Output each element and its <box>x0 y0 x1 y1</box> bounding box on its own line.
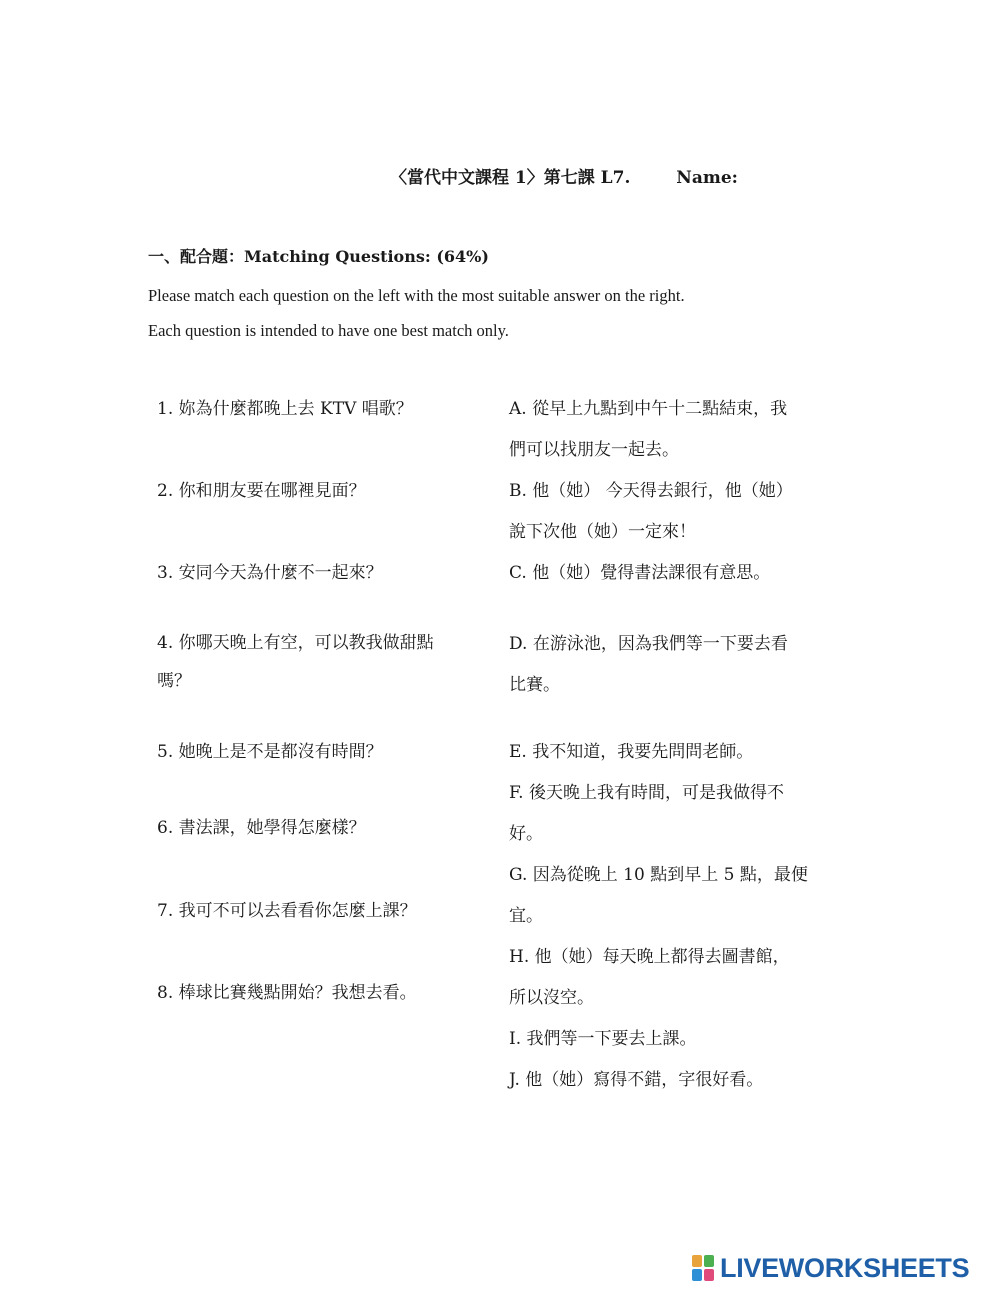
question-item <box>157 732 383 773</box>
question-text: 8. 棒球比賽幾點開始？我想去看。 <box>157 983 417 1003</box>
question-text-cont: 嗎？ <box>157 671 191 691</box>
question-item <box>157 553 383 594</box>
answer-text-cont: 比賽。 <box>509 675 560 695</box>
answer-text: H. 他（她）每天晚上都得去圖書館， <box>509 947 790 967</box>
question-text: 1. 妳為什麼都晚上去 KTV 唱歌？ <box>157 399 413 419</box>
answer-item <box>509 624 788 706</box>
answer-text: C. 他（她）覺得書法課很有意思。 <box>509 563 771 583</box>
answer-text-cont: 們可以找朋友一起去。 <box>509 440 679 460</box>
answer-item <box>509 855 808 937</box>
logo-square-icon <box>692 1269 702 1281</box>
instruction-line-2: Each question is intended to have one best match only. <box>148 321 509 340</box>
question-item <box>157 389 413 430</box>
logo-square-icon <box>692 1255 702 1267</box>
question-item <box>157 973 417 1014</box>
answer-item <box>509 732 753 773</box>
answer-text: D. 在游泳池，因為我們等一下要去看 <box>509 634 788 654</box>
answer-item <box>509 1060 763 1101</box>
header-title: 〈當代中文課程 1〉第七課 L7. <box>390 168 631 188</box>
question-text: 3. 安同今天為什麼不一起來？ <box>157 563 383 583</box>
answer-item <box>509 773 784 855</box>
instruction-line-1: Please match each question on the left with the most suitable answer on the right. <box>148 286 685 305</box>
logo-text: LIVEWORKSHEETS <box>720 1252 970 1283</box>
answer-item <box>509 471 793 553</box>
answer-text-cont: 所以沒空。 <box>509 988 594 1008</box>
answer-item <box>509 937 790 1019</box>
question-text: 6. 書法課，她學得怎麼樣？ <box>157 818 366 838</box>
answer-text: J. 他（她）寫得不錯，字很好看。 <box>509 1070 764 1090</box>
question-item <box>157 891 417 932</box>
liveworksheets-logo[interactable] <box>692 1252 969 1284</box>
question-text: 7. 我可不可以去看看你怎麼上課？ <box>157 901 417 921</box>
answer-text: G. 因為從晚上 10 點到早上 5 點，最便 <box>509 865 808 885</box>
answer-text: F. 後天晚上我有時間，可是我做得不 <box>509 783 784 803</box>
question-item <box>157 471 366 512</box>
question-text: 5. 她晚上是不是都沒有時間？ <box>157 742 383 762</box>
question-item <box>157 624 434 700</box>
answer-text: E. 我不知道，我要先問問老師。 <box>509 742 754 762</box>
question-text: 2. 你和朋友要在哪裡見面？ <box>157 481 366 501</box>
question-text: 4. 你哪天晚上有空，可以教我做甜點 <box>157 633 434 653</box>
answer-text: B. 他（她） 今天得去銀行，他（她） <box>509 481 793 501</box>
question-item <box>157 808 366 849</box>
answer-item <box>509 553 770 594</box>
logo-square-icon <box>704 1255 714 1267</box>
name-label: Name: <box>676 168 738 188</box>
worksheet-header <box>390 163 738 188</box>
answer-text: A. 從早上九點到中午十二點結束，我 <box>509 399 788 419</box>
logo-square-icon <box>704 1269 714 1281</box>
answer-item <box>509 1019 697 1060</box>
answer-text-cont: 好。 <box>509 824 543 844</box>
answer-text-cont: 說下次他（她）一定來！ <box>509 522 696 542</box>
liveworksheets-logo-icon <box>692 1255 716 1281</box>
section-title: 一、配合題：Matching Questions: (64%) <box>148 247 489 266</box>
answer-item <box>509 389 787 471</box>
answer-text-cont: 宜。 <box>509 906 543 926</box>
answer-text: I. 我們等一下要去上課。 <box>509 1029 697 1049</box>
